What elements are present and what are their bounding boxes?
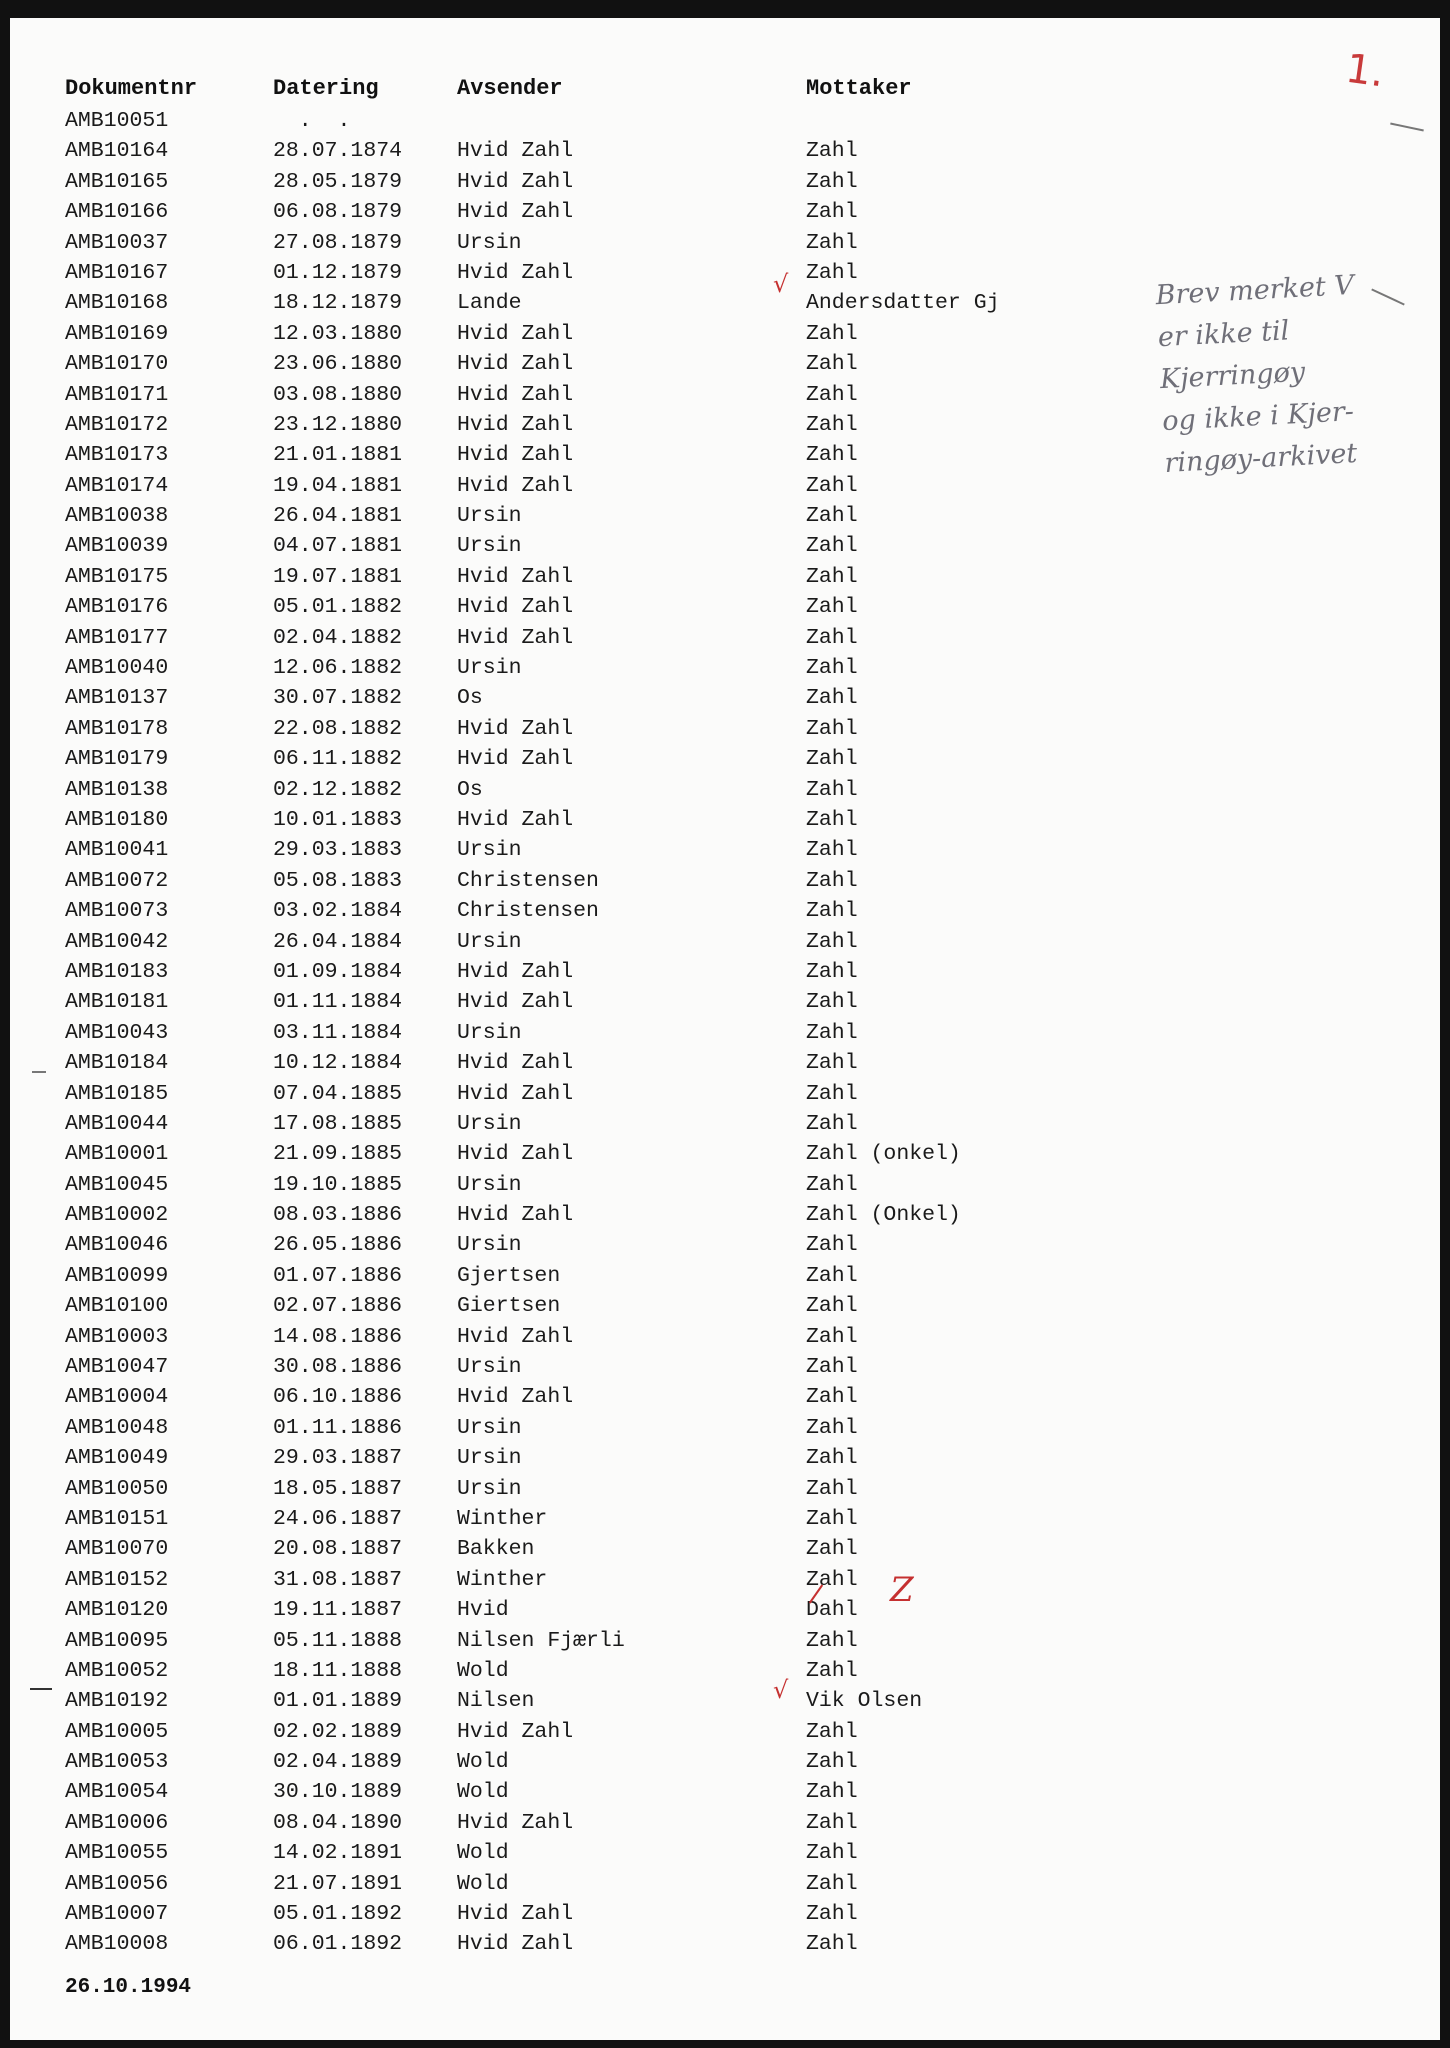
header-avsender: Avsender <box>457 76 563 101</box>
cell-document-id: AMB10185 <box>65 1081 169 1106</box>
cell-sender: Hvid Zahl <box>457 564 574 589</box>
cell-date: 29.03.1887 <box>273 1446 403 1471</box>
cell-document-id: AMB10048 <box>65 1415 169 1440</box>
cell-date: 06.10.1886 <box>273 1385 403 1410</box>
cell-recipient: Zahl <box>806 1902 858 1927</box>
cell-document-id: AMB10008 <box>65 1932 169 1957</box>
cell-recipient: Zahl <box>806 1506 858 1531</box>
cell-sender: Hvid Zahl <box>457 1324 574 1349</box>
cell-document-id: AMB10183 <box>65 959 169 984</box>
cell-date: 05.08.1883 <box>273 868 403 893</box>
cell-document-id: AMB10176 <box>65 595 169 620</box>
cell-document-id: AMB10151 <box>65 1506 169 1531</box>
pencil-tick <box>32 1071 46 1073</box>
cell-sender: Nilsen Fjærli <box>457 1628 625 1653</box>
cell-date: 20.08.1887 <box>273 1537 403 1562</box>
cell-date: 14.08.1886 <box>273 1324 403 1349</box>
cell-recipient: Zahl <box>806 1871 858 1896</box>
cell-sender: Hvid Zahl <box>457 443 574 468</box>
handwritten-page-number: 1. <box>1342 45 1388 97</box>
cell-date: 08.04.1890 <box>273 1810 403 1835</box>
cell-sender: Wold <box>457 1658 509 1683</box>
cell-date: 12.03.1880 <box>273 321 403 346</box>
cell-document-id: AMB10099 <box>65 1263 169 1288</box>
cell-sender: Ursin <box>457 1415 522 1440</box>
cell-document-id: AMB10056 <box>65 1871 169 1896</box>
cell-recipient: Zahl <box>806 382 858 407</box>
cell-date: 03.11.1884 <box>273 1020 403 1045</box>
cell-document-id: AMB10192 <box>65 1689 169 1714</box>
cell-recipient: Zahl <box>806 1415 858 1440</box>
cell-recipient: Zahl <box>806 1719 858 1744</box>
cell-date: 02.02.1889 <box>273 1719 403 1744</box>
cell-document-id: AMB10072 <box>65 868 169 893</box>
cell-sender: Hvid <box>457 1598 509 1623</box>
cell-recipient: Zahl <box>806 352 858 377</box>
cell-date: 01.11.1884 <box>273 990 403 1015</box>
cell-recipient: Zahl <box>806 1172 858 1197</box>
margin-note-line: ringøy-arkivet <box>1163 437 1358 480</box>
cell-date: 28.05.1879 <box>273 169 403 194</box>
cell-date: 29.03.1883 <box>273 838 403 863</box>
cell-document-id: AMB10070 <box>65 1537 169 1562</box>
cell-recipient: Zahl <box>806 534 858 559</box>
cell-document-id: AMB10046 <box>65 1233 169 1258</box>
cell-recipient: Zahl <box>806 200 858 225</box>
cell-document-id: AMB10052 <box>65 1658 169 1683</box>
margin-note-line: Kjerringøy <box>1159 356 1306 396</box>
cell-sender: Ursin <box>457 1233 522 1258</box>
cell-date: 05.11.1888 <box>273 1628 403 1653</box>
cell-recipient: Zahl <box>806 1810 858 1835</box>
cell-recipient: Zahl <box>806 1932 858 1957</box>
cell-date: 06.01.1892 <box>273 1932 403 1957</box>
cell-sender: Ursin <box>457 929 522 954</box>
cell-date: 01.11.1886 <box>273 1415 403 1440</box>
footer-date: 26.10.1994 <box>65 1976 192 1999</box>
cell-date: 31.08.1887 <box>273 1567 403 1592</box>
pencil-mark <box>1390 122 1424 131</box>
cell-recipient: Zahl <box>806 1476 858 1501</box>
cell-date: 01.12.1879 <box>273 260 403 285</box>
cell-sender: Nilsen <box>457 1689 535 1714</box>
cell-date: 08.03.1886 <box>273 1203 403 1228</box>
cell-sender: Christensen <box>457 868 599 893</box>
cell-sender: Gjertsen <box>457 1263 561 1288</box>
cell-document-id: AMB10170 <box>65 352 169 377</box>
margin-note-line: og ikke i Kjer- <box>1161 396 1355 438</box>
margin-note-line: er ikke til <box>1157 315 1291 354</box>
cell-sender: Hvid Zahl <box>457 1719 574 1744</box>
cell-recipient: Zahl <box>806 443 858 468</box>
handwritten-margin-note <box>1155 265 1364 485</box>
cell-sender: Christensen <box>457 899 599 924</box>
cell-document-id: AMB10073 <box>65 899 169 924</box>
cell-document-id: AMB10038 <box>65 504 169 529</box>
cell-recipient: Zahl <box>806 504 858 529</box>
cell-date: 10.01.1883 <box>273 807 403 832</box>
cell-date: 18.12.1879 <box>273 291 403 316</box>
cell-date: 26.05.1886 <box>273 1233 403 1258</box>
cell-document-id: AMB10047 <box>65 1355 169 1380</box>
cell-recipient: Zahl <box>806 1385 858 1410</box>
cell-date: 06.08.1879 <box>273 200 403 225</box>
cell-sender: Os <box>457 686 483 711</box>
cell-sender: Ursin <box>457 1446 522 1471</box>
cell-date: 30.10.1889 <box>273 1780 403 1805</box>
cell-date: 30.07.1882 <box>273 686 403 711</box>
cell-sender: Hvid Zahl <box>457 1385 574 1410</box>
cell-document-id: AMB10100 <box>65 1294 169 1319</box>
cell-date: 05.01.1882 <box>273 595 403 620</box>
cell-document-id: AMB10054 <box>65 1780 169 1805</box>
cell-document-id: AMB10167 <box>65 260 169 285</box>
cell-date: 21.09.1885 <box>273 1142 403 1167</box>
cell-sender: Hvid Zahl <box>457 1142 574 1167</box>
cell-recipient: Zahl <box>806 868 858 893</box>
cell-document-id: AMB10171 <box>65 382 169 407</box>
cell-sender: Hvid Zahl <box>457 1810 574 1835</box>
cell-sender: Ursin <box>457 1111 522 1136</box>
cell-document-id: AMB10169 <box>65 321 169 346</box>
cell-date: 07.04.1885 <box>273 1081 403 1106</box>
cell-recipient: Vik Olsen <box>806 1689 923 1714</box>
cell-sender: Hvid Zahl <box>457 382 574 407</box>
cell-recipient: Zahl <box>806 412 858 437</box>
cell-sender: Ursin <box>457 1172 522 1197</box>
header-mottaker: Mottaker <box>806 76 912 101</box>
cell-date: . . <box>273 109 351 133</box>
cell-sender: Ursin <box>457 504 522 529</box>
red-correction-letter: Z <box>890 1570 914 1610</box>
cell-recipient: Zahl <box>806 1233 858 1258</box>
cell-document-id: AMB10002 <box>65 1203 169 1228</box>
cell-sender: Hvid Zahl <box>457 200 574 225</box>
cell-document-id: AMB10003 <box>65 1324 169 1349</box>
cell-date: 23.06.1880 <box>273 352 403 377</box>
cell-date: 01.09.1884 <box>273 959 403 984</box>
cell-recipient: Zahl <box>806 807 858 832</box>
cell-date: 03.08.1880 <box>273 382 403 407</box>
cell-document-id: AMB10138 <box>65 777 169 802</box>
cell-date: 21.07.1891 <box>273 1871 403 1896</box>
cell-sender: Wold <box>457 1871 509 1896</box>
cell-date: 27.08.1879 <box>273 230 403 255</box>
cell-date: 19.10.1885 <box>273 1172 403 1197</box>
cell-sender: Ursin <box>457 1476 522 1501</box>
pencil-tick <box>30 1688 52 1690</box>
cell-document-id: AMB10179 <box>65 747 169 772</box>
cell-date: 23.12.1880 <box>273 412 403 437</box>
cell-recipient: Zahl <box>806 1750 858 1775</box>
cell-document-id: AMB10040 <box>65 656 169 681</box>
cell-recipient: Zahl <box>806 1355 858 1380</box>
cell-date: 18.11.1888 <box>273 1658 403 1683</box>
cell-sender: Hvid Zahl <box>457 352 574 377</box>
cell-sender: Bakken <box>457 1537 535 1562</box>
cell-sender: Hvid Zahl <box>457 169 574 194</box>
cell-recipient: Zahl <box>806 595 858 620</box>
cell-document-id: AMB10168 <box>65 291 169 316</box>
cell-recipient: Zahl <box>806 1537 858 1562</box>
cell-sender: Hvid Zahl <box>457 473 574 498</box>
cell-recipient: Zahl <box>806 656 858 681</box>
cell-recipient: Zahl <box>806 230 858 255</box>
cell-date: 02.04.1882 <box>273 625 403 650</box>
cell-document-id: AMB10165 <box>65 169 169 194</box>
cell-document-id: AMB10173 <box>65 443 169 468</box>
cell-recipient: Zahl <box>806 1567 858 1592</box>
cell-sender: Hvid Zahl <box>457 625 574 650</box>
cell-document-id: AMB10037 <box>65 230 169 255</box>
cell-sender: Ursin <box>457 1020 522 1045</box>
cell-sender: Hvid Zahl <box>457 1932 574 1957</box>
cell-sender: Ursin <box>457 230 522 255</box>
cell-sender: Hvid Zahl <box>457 595 574 620</box>
cell-document-id: AMB10044 <box>65 1111 169 1136</box>
cell-document-id: AMB10152 <box>65 1567 169 1592</box>
cell-recipient: Zahl <box>806 1051 858 1076</box>
cell-document-id: AMB10180 <box>65 807 169 832</box>
cell-sender: Hvid Zahl <box>457 139 574 164</box>
cell-document-id: AMB10053 <box>65 1750 169 1775</box>
cell-document-id: AMB10043 <box>65 1020 169 1045</box>
cell-date: 05.01.1892 <box>273 1902 403 1927</box>
cell-sender: Wold <box>457 1780 509 1805</box>
cell-document-id: AMB10045 <box>65 1172 169 1197</box>
cell-document-id: AMB10001 <box>65 1142 169 1167</box>
cell-sender: Ursin <box>457 838 522 863</box>
cell-document-id: AMB10184 <box>65 1051 169 1076</box>
cell-document-id: AMB10137 <box>65 686 169 711</box>
cell-document-id: AMB10120 <box>65 1598 169 1623</box>
cell-sender: Hvid Zahl <box>457 716 574 741</box>
red-check-mark-icon: √ <box>773 1676 789 1704</box>
cell-recipient: Zahl <box>806 564 858 589</box>
cell-sender: Ursin <box>457 656 522 681</box>
cell-sender: Wold <box>457 1750 509 1775</box>
cell-sender: Hvid Zahl <box>457 990 574 1015</box>
cell-recipient: Zahl <box>806 1263 858 1288</box>
cell-document-id: AMB10178 <box>65 716 169 741</box>
cell-date: 19.11.1887 <box>273 1598 403 1623</box>
cell-recipient: Zahl <box>806 686 858 711</box>
cell-recipient: Zahl <box>806 990 858 1015</box>
red-check-mark-icon: √ <box>773 270 789 298</box>
header-dokumentnr: Dokumentnr <box>65 76 198 101</box>
cell-date: 04.07.1881 <box>273 534 403 559</box>
cell-recipient: Zahl <box>806 1628 858 1653</box>
cell-document-id: AMB10095 <box>65 1628 169 1653</box>
cell-document-id: AMB10055 <box>65 1841 169 1866</box>
cell-recipient: Zahl <box>806 1020 858 1045</box>
cell-document-id: AMB10041 <box>65 838 169 863</box>
cell-recipient: Zahl <box>806 838 858 863</box>
cell-date: 30.08.1886 <box>273 1355 403 1380</box>
cell-recipient: Andersdatter Gj <box>806 291 1000 316</box>
cell-sender: Hvid Zahl <box>457 807 574 832</box>
cell-document-id: AMB10039 <box>65 534 169 559</box>
cell-date: 26.04.1881 <box>273 504 403 529</box>
cell-recipient: Zahl <box>806 1658 858 1683</box>
cell-date: 24.06.1887 <box>273 1506 403 1531</box>
cell-sender: Hvid Zahl <box>457 260 574 285</box>
cell-sender: Hvid Zahl <box>457 412 574 437</box>
cell-date: 02.12.1882 <box>273 777 403 802</box>
cell-date: 28.07.1874 <box>273 139 403 164</box>
cell-date: 06.11.1882 <box>273 747 403 772</box>
cell-document-id: AMB10174 <box>65 473 169 498</box>
cell-sender: Hvid Zahl <box>457 747 574 772</box>
cell-date: 26.04.1884 <box>273 929 403 954</box>
cell-document-id: AMB10004 <box>65 1385 169 1410</box>
cell-date: 02.07.1886 <box>273 1294 403 1319</box>
cell-sender: Winther <box>457 1506 548 1531</box>
cell-recipient: Zahl <box>806 260 858 285</box>
cell-date: 21.01.1881 <box>273 443 403 468</box>
cell-recipient: Zahl <box>806 1294 858 1319</box>
cell-document-id: AMB10164 <box>65 139 169 164</box>
cell-date: 01.01.1889 <box>273 1689 403 1714</box>
cell-sender: Ursin <box>457 534 522 559</box>
cell-sender: Ursin <box>457 1355 522 1380</box>
cell-recipient: Zahl <box>806 777 858 802</box>
cell-document-id: AMB10175 <box>65 564 169 589</box>
cell-document-id: AMB10006 <box>65 1810 169 1835</box>
cell-sender: Hvid Zahl <box>457 1902 574 1927</box>
cell-recipient: Zahl <box>806 1324 858 1349</box>
cell-date: 02.04.1889 <box>273 1750 403 1775</box>
pencil-mark <box>1371 288 1404 305</box>
cell-recipient: Zahl <box>806 1111 858 1136</box>
cell-recipient: Zahl <box>806 321 858 346</box>
cell-date: 12.06.1882 <box>273 656 403 681</box>
cell-recipient: Zahl (Onkel) <box>806 1203 961 1228</box>
cell-date: 14.02.1891 <box>273 1841 403 1866</box>
cell-document-id: AMB10042 <box>65 929 169 954</box>
cell-date: 19.07.1881 <box>273 564 403 589</box>
cell-sender: Os <box>457 777 483 802</box>
cell-document-id: AMB10181 <box>65 990 169 1015</box>
cell-document-id: AMB10049 <box>65 1446 169 1471</box>
cell-recipient: Zahl <box>806 747 858 772</box>
cell-document-id: AMB10050 <box>65 1476 169 1501</box>
cell-sender: Winther <box>457 1567 548 1592</box>
cell-recipient: Zahl <box>806 625 858 650</box>
cell-date: 17.08.1885 <box>273 1111 403 1136</box>
margin-note-line: Brev merket V <box>1154 269 1355 312</box>
cell-document-id: AMB10051 <box>65 109 169 133</box>
document-page <box>10 18 1440 2040</box>
cell-recipient: Zahl <box>806 1780 858 1805</box>
cell-recipient: Zahl <box>806 139 858 164</box>
cell-date: 18.05.1887 <box>273 1476 403 1501</box>
cell-document-id: AMB10177 <box>65 625 169 650</box>
cell-sender: Hvid Zahl <box>457 1051 574 1076</box>
cell-sender: Lande <box>457 291 522 316</box>
cell-recipient: Zahl (onkel) <box>806 1142 961 1167</box>
cell-sender: Hvid Zahl <box>457 1081 574 1106</box>
cell-recipient: Zahl <box>806 929 858 954</box>
cell-recipient: Zahl <box>806 959 858 984</box>
cell-sender: Giertsen <box>457 1294 561 1319</box>
cell-sender: Hvid Zahl <box>457 321 574 346</box>
cell-date: 19.04.1881 <box>273 473 403 498</box>
cell-document-id: AMB10166 <box>65 200 169 225</box>
cell-document-id: AMB10172 <box>65 412 169 437</box>
cell-recipient: Zahl <box>806 716 858 741</box>
cell-document-id: AMB10007 <box>65 1902 169 1927</box>
cell-recipient: Dahl <box>806 1598 858 1623</box>
cell-recipient: Zahl <box>806 1446 858 1471</box>
cell-recipient: Zahl <box>806 1081 858 1106</box>
cell-date: 10.12.1884 <box>273 1051 403 1076</box>
cell-sender: Hvid Zahl <box>457 959 574 984</box>
cell-recipient: Zahl <box>806 899 858 924</box>
cell-date: 03.02.1884 <box>273 899 403 924</box>
cell-document-id: AMB10005 <box>65 1719 169 1744</box>
cell-recipient: Zahl <box>806 473 858 498</box>
cell-sender: Wold <box>457 1841 509 1866</box>
cell-sender: Hvid Zahl <box>457 1203 574 1228</box>
cell-date: 22.08.1882 <box>273 716 403 741</box>
cell-recipient: Zahl <box>806 169 858 194</box>
header-datering: Datering <box>273 76 379 101</box>
cell-date: 01.07.1886 <box>273 1263 403 1288</box>
cell-recipient: Zahl <box>806 1841 858 1866</box>
